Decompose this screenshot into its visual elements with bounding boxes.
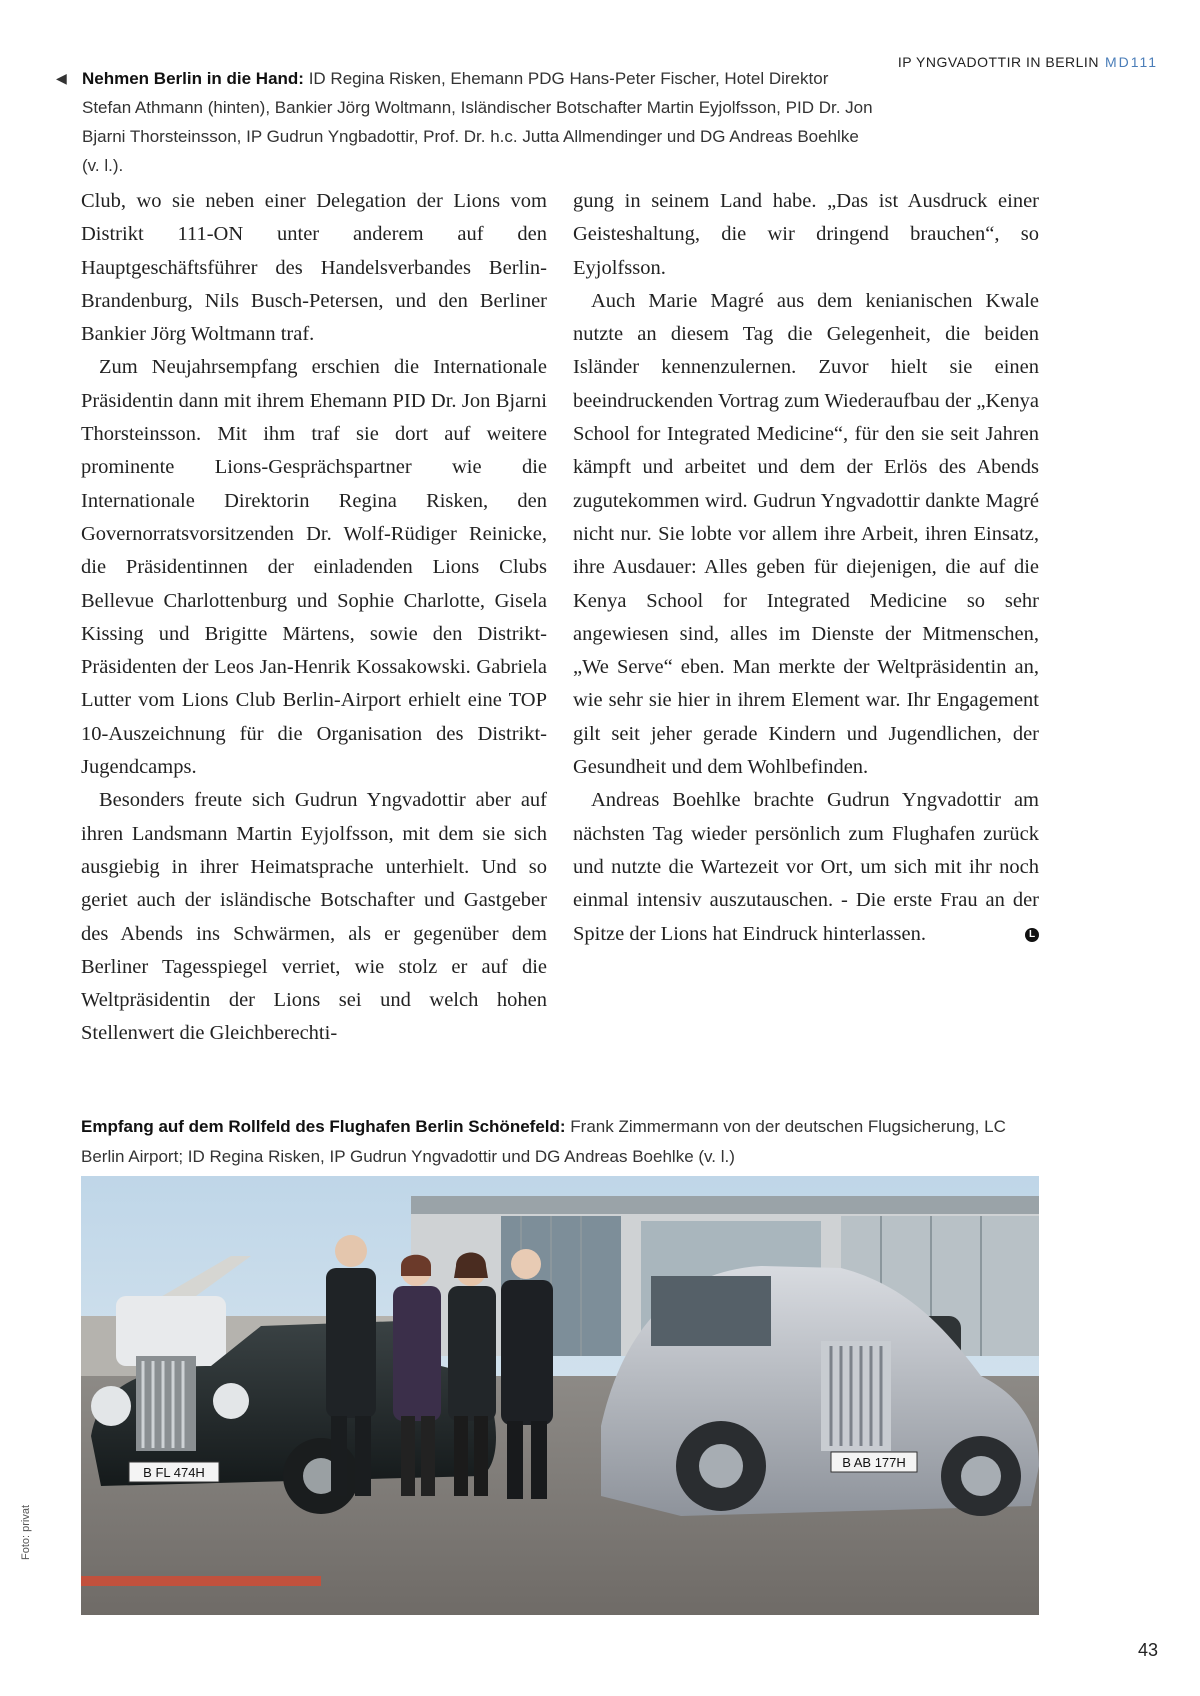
paragraph bbox=[573, 784, 1039, 950]
running-header bbox=[898, 54, 1158, 70]
bottom-photo-caption bbox=[81, 1112, 1041, 1172]
lions-end-mark-icon: L bbox=[1025, 928, 1039, 942]
paragraph: gung in seinem Land habe. „Das ist Ausdruck einer Geisteshaltung, die wir dringend brauchen“, so Eyjolfsson. bbox=[573, 190, 1039, 279]
article-column-right bbox=[573, 185, 1039, 951]
paragraph: Zum Neujahrsempfang erschien die Internationale Präsidentin dann mit ihrem Ehemann PID Dr. Jon Bjarni Thorsteinsson. Mit ihm traf sie dort auf weitere prominente Lions-Gesprächspartner wie die Internationale Direktorin Regina Risken, den Governorratsvorsitzenden Dr. Wolf-Rüdiger Reinicke, die Präsidentinnen der einladenden Lions Clubs Bellevue Charlottenburg und Sophie Charlotte, Gisela Kissing und Brigitte Märtens, sowie den Distrikt-Präsidenten der Leos Jan-Henrik Kossakowski. Gabriela Lutter vom Lions Club Berlin-Airport erhielt eine TOP 10-Auszeichnung für die Organisation des Distrikt-Jugendcamps. bbox=[81, 356, 547, 779]
district-code: MD111 bbox=[1104, 54, 1158, 70]
caption-lead: Empfang auf dem Rollfeld des Flughafen Berlin Schönefeld: bbox=[81, 1117, 566, 1136]
paragraph: Besonders freute sich Gudrun Yngvadottir aber auf ihren Landsmann Martin Eyjolfsson, mit dem sie sich ausgiebig in ihrer Heimatsprache unterhielt. Und so geriet auch der isländische Botschafter und Gastgeber des Abends ins Schwärmen, als er gegenüber dem Berliner Tagesspiegel verriet, wie stolz er auf die Weltpräsidentin der Lions sei und welch hohen Stellenwert die Gleichberechti- bbox=[81, 789, 547, 1045]
caption-text: ID Regina Risken, Ehemann PDG Hans-Peter Fischer, Hotel Direktor Stefan Athmann (hinten), Bankier Jörg Woltmann, Isländischer Botschafter Martin Eyjolfsson, PID Dr. Jon Bjarni Thorsteinsson, IP Gudrun Yngbadottir, Prof. Dr. h.c. Jutta Allmendinger und DG Andreas Boehlke (v. l.). bbox=[82, 69, 873, 175]
paragraph: Auch Marie Magré aus dem kenianischen Kwale nutzte an diesem Tag die Gelegenheit, die beiden Isländer kennenzulernen. Zuvor hielt sie einen beeindruckenden Vortrag zum Wiederaufbau der „Kenya School for Integrated Medicine“, für den sie seit Jahren kämpft und arbeitet und dem der Erlös des Abends zugutekommen wird. Gudrun Yngvadottir dankte Magré nicht nur. Sie lobte vor allem ihre Arbeit, ihren Einsatz, ihre Ausdauer: Alles geben für diejenigen, die auf die Kenya School for Integrated Medicine so sehr angewiesen sind, alles im Dienste der Mitmenschen, „We Serve“ eben. Man merkte der Weltpräsidentin an, wie sehr sie hier in ihrem Element war. Ihr Engagement gilt seit jeher gerade Kindern und Jugendlichen, der Gesundheit und dem Wohlbefinden. bbox=[573, 289, 1039, 779]
caption-text: Frank Zimmermann von der deutschen Flugsicherung, LC Berlin Airport; ID Regina Risken, IP Gudrun Yngvadottir und DG Andreas Boehlke (v. l.) bbox=[81, 1117, 1006, 1166]
plate-right: B AB 177H bbox=[842, 1455, 906, 1470]
caption-lead: Nehmen Berlin in die Hand: bbox=[82, 69, 304, 88]
paragraph: Club, wo sie neben einer Delegation der Lions vom Distrikt 111-ON unter anderem auf den Hauptgeschäftsführer des Handelsverbandes Berlin-Brandenburg, Nils Busch-Petersen, und den Berliner Bankier Jörg Woltmann traf. bbox=[81, 190, 547, 346]
article-column-left bbox=[81, 185, 547, 1051]
top-photo-caption bbox=[56, 64, 876, 180]
page-number: 43 bbox=[1137, 1640, 1158, 1660]
section-title: IP YNGVADOTTIR IN BERLIN bbox=[897, 54, 1099, 70]
airport-group-photo bbox=[81, 1176, 1039, 1615]
plate-left: B FL 474H bbox=[143, 1465, 205, 1480]
caret-left-icon: ◀ bbox=[56, 70, 67, 86]
paragraph-text: Andreas Boehlke brachte Gudrun Yngvadottir am nächsten Tag wieder persönlich zum Flughafen zurück und nutzte die Wartezeit vor Ort, um sich mit ihr noch einmal intensiv auszutauschen. - Die erste Frau an der Spitze der Lions hat Eindruck hinterlassen. bbox=[573, 789, 1039, 945]
photo-credit: Foto: privat bbox=[20, 1504, 32, 1560]
